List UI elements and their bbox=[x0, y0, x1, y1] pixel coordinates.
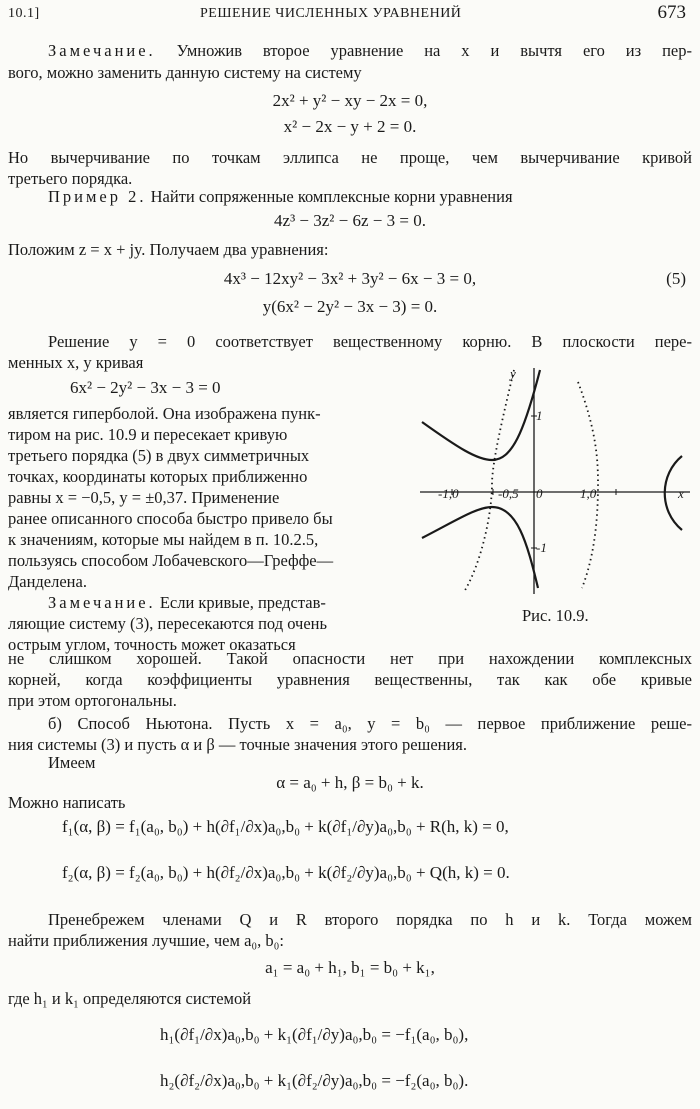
newton-line4: Можно написать bbox=[8, 793, 126, 812]
remark1-line4: третьего порядка. bbox=[8, 169, 133, 188]
axis-x-label: x bbox=[678, 486, 684, 501]
solution-column bbox=[8, 403, 400, 655]
eq-alpha-beta: α = a₀ + h, β = b₀ + k. bbox=[276, 773, 424, 792]
remark2-line: не слишком хорошей. Такой опасности нет при нахождении комплексных bbox=[8, 649, 692, 668]
example2-line: Пример 2. Найти сопряженные комплексные корни уравнения bbox=[48, 187, 513, 206]
solution-col-line: третьего порядка (5) в двух симметричных bbox=[8, 446, 310, 465]
hyperbola-left-branch bbox=[464, 370, 514, 592]
tick-10-label: 1,0 bbox=[580, 486, 597, 501]
tick-y1-label: 1 bbox=[536, 408, 543, 423]
remark1-eq1: 2x² + y² − xy − 2x = 0, bbox=[272, 91, 428, 110]
solution-line1: Решение y = 0 соответствует вещественному корню. В плоскости пере- bbox=[48, 332, 692, 351]
solution-col-line: пользуясь способом Лобачевского—Греффе— bbox=[8, 551, 334, 570]
eq-f1: f₁(α, β) = f₁(a₀, b₀) + h(∂f₁/∂x)a₀,b₀ + k(∂f₁/∂y)a₀,b₀ + R(h, k) = 0, bbox=[62, 817, 509, 836]
remark2-line: при этом ортогональны. bbox=[8, 691, 177, 710]
remark2-line: корней, когда коэффициенты уравнения вещественны, так как обе кривые bbox=[8, 670, 692, 689]
newton-line6: найти приближения лучшие, чем a₀, b₀: bbox=[8, 931, 284, 950]
tick-yneg1-label: -1 bbox=[536, 540, 547, 555]
page-number: 673 bbox=[657, 2, 686, 23]
axis-y-label: y bbox=[510, 366, 516, 381]
newton-line3: Имеем bbox=[48, 753, 96, 772]
solution-col-line: к значениям, которые мы найдем в п. 10.2.5, bbox=[8, 530, 319, 549]
solution-col-line: точках, координаты которых приближенно bbox=[8, 467, 308, 486]
remark2-line: острым углом, точность может оказаться bbox=[8, 635, 296, 654]
solution-col-line: равны x = −0,5, y = ±0,37. Применение bbox=[8, 488, 280, 507]
remark1-label: Замечание. bbox=[48, 41, 156, 60]
tick-0-label: 0 bbox=[536, 486, 543, 501]
newton-line2: ния системы (3) и пусть α и β — точные значения этого решения. bbox=[8, 735, 468, 754]
eq5a: 4x³ − 12xy² − 3x² + 3y² − 6x − 3 = 0, bbox=[223, 269, 477, 288]
eq5b: y(6x² − 2y² − 3x − 3) = 0. bbox=[262, 297, 438, 316]
example2-eq: 4z³ − 3z² − 6z − 3 = 0. bbox=[274, 211, 426, 230]
figure-10-9 bbox=[412, 362, 696, 598]
solution-col-line: тиром на рис. 10.9 и пересекает кривую bbox=[8, 425, 288, 444]
eq-a1-b1: a₁ = a₀ + h₁, b₁ = b₀ + k₁, bbox=[265, 958, 435, 977]
newton-line5: Пренебрежем членами Q и R второго порядка по h и k. Тогда можем bbox=[48, 910, 692, 929]
cubic-curve-upper bbox=[422, 370, 540, 460]
eq-system-1: h₁(∂f₁/∂x)a₀,b₀ + k₁(∂f₁/∂y)a₀,b₀ = −f₁(a₀, b₀), bbox=[160, 1025, 469, 1044]
solution-col-line: ранее описанного способа быстро привело бы bbox=[8, 509, 333, 528]
remark1-line1: Замечание. Умножив второе уравнение на x и вычтя его из пер- bbox=[48, 41, 692, 60]
cubic-curve-lower bbox=[422, 507, 538, 588]
tick-neg10-label: -1,0 bbox=[438, 486, 459, 501]
newton-line1: б) Способ Ньютона. Пусть x = a₀, y = b₀ — первое приближение реше- bbox=[48, 714, 692, 733]
hyperbola-eq: 6x² − 2y² − 3x − 3 = 0 bbox=[70, 378, 221, 397]
remark1-line2: вого, можно заменить данную систему на систему bbox=[8, 63, 362, 82]
figure-caption: Рис. 10.9. bbox=[522, 606, 589, 625]
section-number: 10.1] bbox=[8, 6, 40, 21]
remark2-line: Замечание. Если кривые, представ- bbox=[48, 593, 326, 612]
hyperbola-right-branch bbox=[578, 382, 598, 588]
remark1-eq2: x² − 2x − y + 2 = 0. bbox=[283, 117, 417, 136]
remark2-line: ляющие систему (3), пересекаются под очень bbox=[8, 614, 328, 633]
substitute-line: Положим z = x + jy. Получаем два уравнения: bbox=[8, 240, 329, 259]
solution-line2: менных x, y кривая bbox=[8, 353, 144, 372]
solution-col-line: является гиперболой. Она изображена пунк- bbox=[8, 404, 321, 423]
eq-system-2: h₂(∂f₂/∂x)a₀,b₀ + k₁(∂f₂/∂y)a₀,b₀ = −f₂(a₀, b₀). bbox=[160, 1071, 469, 1090]
tick-neg05-label: -0,5 bbox=[498, 486, 519, 501]
solution-col-line: Данделена. bbox=[8, 572, 87, 591]
eq-f2: f₂(α, β) = f₂(a₀, b₀) + h(∂f₂/∂x)a₀,b₀ + k(∂f₂/∂y)a₀,b₀ + Q(h, k) = 0. bbox=[62, 863, 510, 882]
remark1-line3: Но вычерчивание по точкам эллипса не проще, чем вычерчивание кривой bbox=[8, 148, 692, 167]
example2-label: Пример 2. bbox=[48, 187, 147, 206]
newton-line7: где h₁ и k₁ определяются системой bbox=[8, 989, 252, 1008]
running-title: РЕШЕНИЕ ЧИСЛЕННЫХ УРАВНЕНИЙ bbox=[200, 6, 462, 21]
eq5-number: (5) bbox=[666, 269, 686, 288]
